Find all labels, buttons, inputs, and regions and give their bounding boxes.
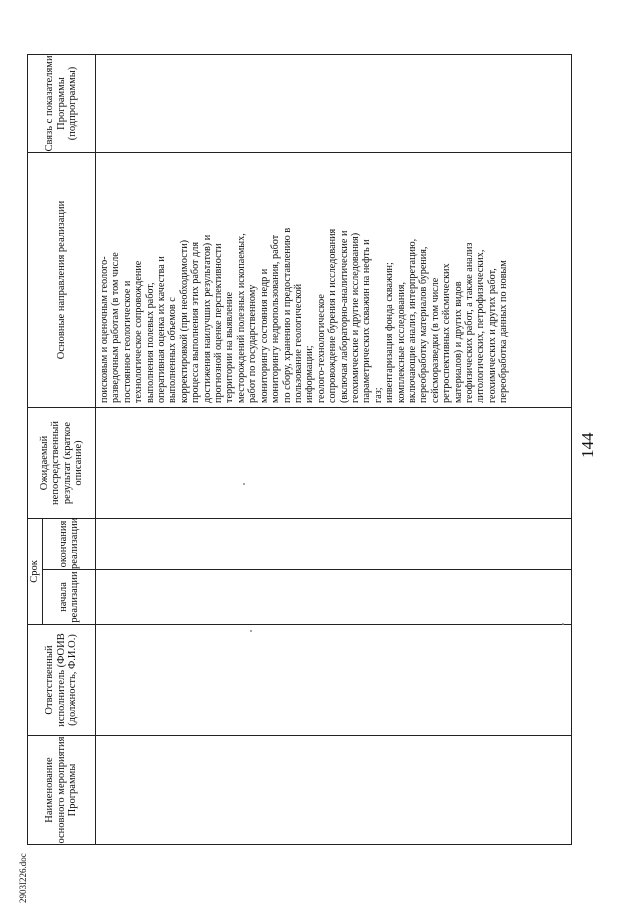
doc-file-name: 2903I226.doc [18, 853, 28, 903]
directions-line: материалов) и других видов [452, 281, 464, 403]
table-row [96, 54, 572, 844]
directions-line: сопровождение бурения и исследования [327, 228, 339, 403]
directions-line: инвентаризация фонда скважин; [384, 262, 396, 403]
directions-line: мониторингу недропользования, работ [270, 234, 282, 403]
directions-line: территории на выявление [224, 291, 236, 403]
scan-speck [250, 630, 252, 632]
page-number: 144 [578, 432, 597, 458]
directions-line: работ по государственному [247, 284, 259, 403]
directions-line: включающие анализ, интерпретацию, [406, 238, 418, 403]
header-measure-name: Наименование основного мероприятия Программы [28, 736, 96, 845]
directions-line: геохимические и другие исследования) [349, 232, 361, 403]
directions-line: пользование геологической [292, 283, 304, 403]
header-directions: Основные направления реализации [28, 152, 96, 407]
program-measures-table [27, 54, 572, 845]
directions-line: комплексные исследования, [395, 281, 407, 403]
directions-line: (включая лабораторно-аналитические и [338, 230, 350, 403]
directions-line: переобработку материалов бурения, [418, 246, 430, 403]
directions-line: геохимических и других работ, [486, 268, 498, 403]
header-term: Срок [28, 518, 43, 624]
directions-line: переобработка данных по новым [498, 260, 510, 403]
cell-expected-result [96, 407, 572, 518]
cell-indicator-link [96, 54, 572, 152]
directions-line: геолого-технологическое [315, 294, 327, 403]
directions-line: месторождений полезных ископаемых, [235, 233, 247, 403]
directions-line: корректировкой (при необходимости) [178, 239, 190, 403]
cell-term-start [96, 570, 572, 625]
directions-line: оперативная оценка их качества и [156, 256, 168, 403]
directions-line: выполненных объемов с [167, 297, 179, 403]
scan-speck [243, 483, 245, 485]
directions-line: процесса выполнения этих работ для [190, 241, 202, 403]
header-responsible: Ответственный исполнитель (ФОИВ (должность, Ф.И.О.) [28, 625, 96, 736]
directions-text [96, 153, 510, 407]
scan-speck [562, 623, 564, 625]
directions-line: сейсморазведки (в том числе [429, 277, 441, 403]
directions-line: литологических, петрофизических, [475, 249, 487, 403]
header-expected-result: Ожидаемый непосредственный результат (краткое описание) [28, 407, 96, 518]
cell-measure-name [96, 736, 572, 845]
directions-line: технологическое сопровождение [133, 260, 145, 403]
directions-line: постоянное геологическое и [121, 280, 133, 403]
directions-line: мониторингу состояния недр и [258, 268, 270, 403]
header-term-end: окончания реализации [43, 518, 96, 569]
directions-line: разведочным работам (в том числе [110, 252, 122, 403]
directions-line: информации; [304, 345, 316, 403]
directions-line: по сбору, хранению и предоставлению в [281, 227, 293, 403]
directions-line: поисковым и оценочным геолого- [99, 256, 110, 403]
directions-line: параметрических скважин на нефть и [361, 239, 373, 403]
directions-line: газ; [372, 387, 384, 403]
directions-line: достижения наилучших результатов) и [201, 234, 213, 403]
header-indicator-link: Связь с показателями Программы (подпрограммы) [28, 54, 96, 152]
cell-responsible [96, 625, 572, 736]
cell-term-end [96, 518, 572, 569]
directions-line: геофизических работ, а также анализ [464, 242, 475, 403]
directions-line: выполнения полевых работ, [144, 282, 156, 403]
cell-directions [96, 152, 572, 407]
header-term-start: начала реализации [43, 570, 96, 625]
directions-line: прогнозной оценке перспективности [213, 243, 225, 403]
directions-line: ретроспективных сейсмических [441, 263, 453, 403]
